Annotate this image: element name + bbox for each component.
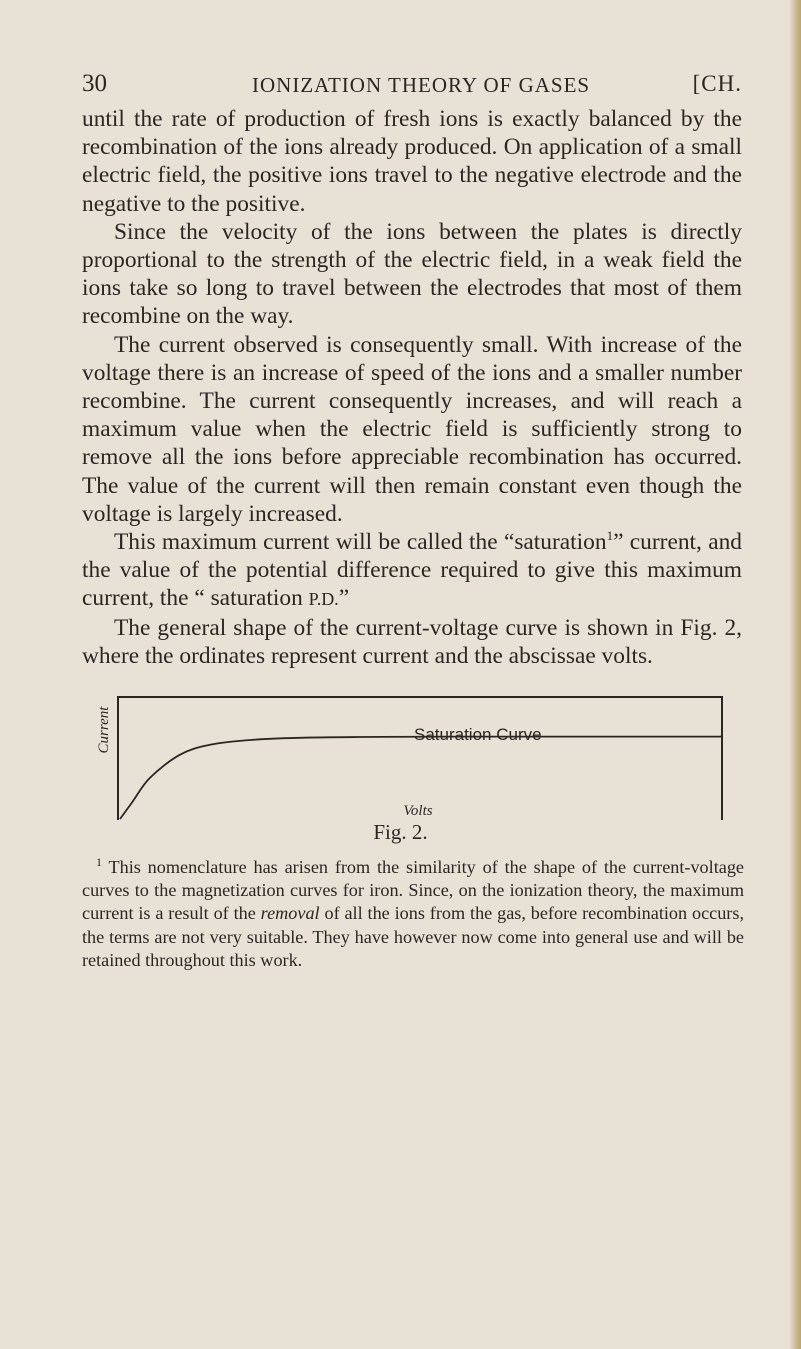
footnote-text-b: of all the ions from the gas, before recombination occurs, the terms are not very suitable. They have however now come into general use and will be retained throughout this work. xyxy=(82,903,744,970)
chapter-mark: [CH. xyxy=(692,71,742,96)
footnote xyxy=(82,856,744,972)
chart-frame xyxy=(118,697,722,820)
footnote-paragraph xyxy=(82,856,744,972)
paragraph-4-part-b: ” current, and the value of the potential difference required to give this maximum current, the “ saturation xyxy=(82,529,742,612)
paragraph-4-part-a: This maximum current will be called the “saturation xyxy=(114,529,607,556)
footnote-emphasis: removal xyxy=(260,903,320,924)
paragraph-3: The current observed is consequently small. With increase of the voltage there is an increase of speed of the ions and a smaller number recombine. The current consequently increases, and will reach a maximum value when the electric field is sufficiently strong to remove all the ions before appreciable recombination has occurred. The value of the current will then remain constant even though the voltage is largely increased. xyxy=(82,331,742,527)
figure-caption: Fig. 2. xyxy=(373,820,428,844)
paragraph-5: The general shape of the current-voltage curve is shown in Fig. 2, where the ordinates represent current and the abscissae volts. xyxy=(82,614,742,669)
paragraph-2: Since the velocity of the ions between the plates is directly proportional to the strength of the electric field, in a weak field the ions take so long to travel between the electrodes that most of them recombine on the way. xyxy=(82,218,742,330)
paragraph-1: until the rate of production of fresh ions is exactly balanced by the recombination of the ions already produced. On application of a small electric field, the positive ions travel to the negative electrode and the negative to the positive. xyxy=(82,106,742,217)
footnote-reference: 1 xyxy=(606,528,614,544)
footnote-text-a: This nomenclature has arisen from the similarity of the shape of the current-voltage curves to the magnetization curves for iron. Since, on the ionization theory, the maximum current is a result of the xyxy=(82,857,744,924)
chart-annotation: Saturation Curve xyxy=(414,725,542,744)
running-title: IONIZATION THEORY OF GASES xyxy=(252,73,591,97)
page-number: 30 xyxy=(82,70,107,97)
y-axis-label: Current xyxy=(96,706,112,754)
paragraph-4-part-c: ” xyxy=(338,585,350,612)
pd-abbreviation: P.D. xyxy=(308,589,339,610)
x-axis-label: Volts xyxy=(403,803,433,819)
footnote-marker: 1 xyxy=(96,855,102,869)
